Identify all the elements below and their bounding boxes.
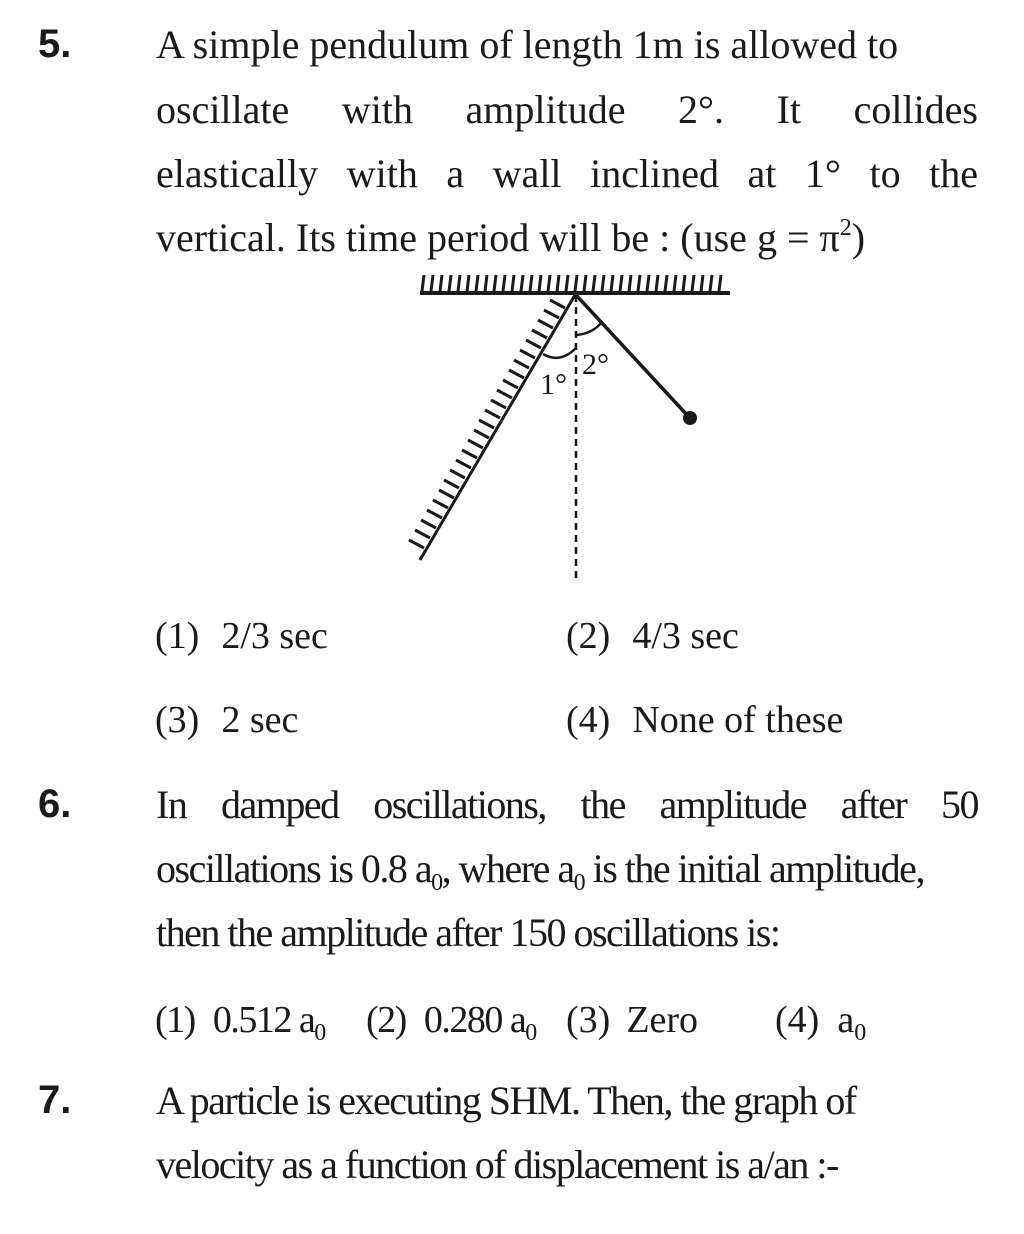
option-2[interactable]: (2) 0.280 $a_0$ xyxy=(366,999,536,1046)
question-text-line: A simple pendulum of length 1m is allowed to xyxy=(156,22,899,67)
option-1[interactable]: (1) 0.512 $a_0$ xyxy=(155,999,325,1046)
pendulum-figure xyxy=(400,270,740,590)
question-text-line: vertical. Its time period will be : (use $g = \pi^2$) xyxy=(156,215,866,260)
angle-label-wall: 1° xyxy=(540,368,567,401)
option-3[interactable]: (3) 2 sec xyxy=(155,699,299,741)
question-text-line: oscillate with amplitude 2°. It collides xyxy=(156,87,978,132)
question-number: 7. xyxy=(38,1078,72,1122)
option-2[interactable]: (2) 4/3 sec xyxy=(566,615,739,657)
angle-label-amplitude: 2° xyxy=(582,348,609,381)
question-text-line: oscillations is 0.8 $a_0$, where $a_0$ is the initial amplitude, xyxy=(156,846,924,896)
option-3[interactable]: (3) Zero xyxy=(566,999,699,1041)
option-4[interactable]: (4) $a_0$ xyxy=(775,999,867,1046)
question-text-line: then the amplitude after 150 oscillations is: xyxy=(156,910,780,955)
question-text-line: In damped oscillations, the amplitude after 50 xyxy=(156,782,978,827)
question-text-line: A particle is executing SHM. Then, the graph of xyxy=(156,1078,856,1123)
question-number: 6. xyxy=(38,782,72,826)
option-4[interactable]: (4) None of these xyxy=(566,699,844,741)
question-text-line: elastically with a wall inclined at 1° to the xyxy=(156,151,978,196)
question-number: 5. xyxy=(38,22,72,66)
question-text-line: velocity as a function of displacement is a/an :- xyxy=(156,1142,838,1187)
option-1[interactable]: (1) 2/3 sec xyxy=(155,615,328,657)
